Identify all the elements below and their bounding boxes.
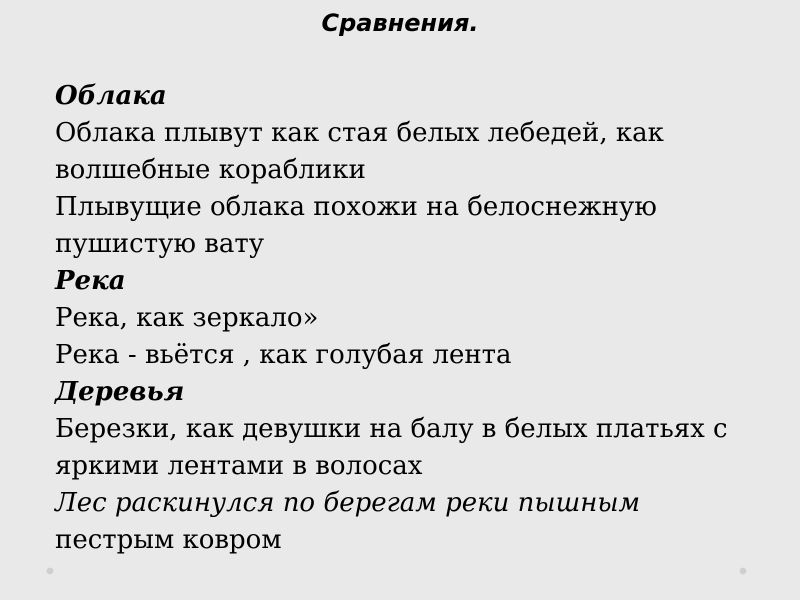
text-line: Река - вьётся , как голубая лента [55,340,512,370]
section-heading-river: Река [55,266,126,296]
text-line: яркими лентами в волосах [55,451,423,481]
section-heading-clouds: Облака [55,81,167,111]
text-line: Березки, как девушки на балу в белых платьях с [55,414,728,444]
decorative-dot-right [740,568,746,574]
text-line: пушистую вату [55,229,265,259]
text-line: Облака плывут как стая белых лебедей, как [55,118,664,148]
text-line: волшебные кораблики [55,155,366,185]
decorative-dot-left [47,568,53,574]
text-line: пестрым ковром [55,525,282,555]
text-line: Лес раскинулся по берегам реки пышным [55,488,641,518]
text-line: Плывущие облака похожи на белоснежную [55,192,657,222]
slide-content [55,78,790,559]
section-heading-trees: Деревья [55,377,185,407]
slide-title: Сравнения. [321,9,479,37]
text-line: Река, как зеркало» [55,303,319,333]
